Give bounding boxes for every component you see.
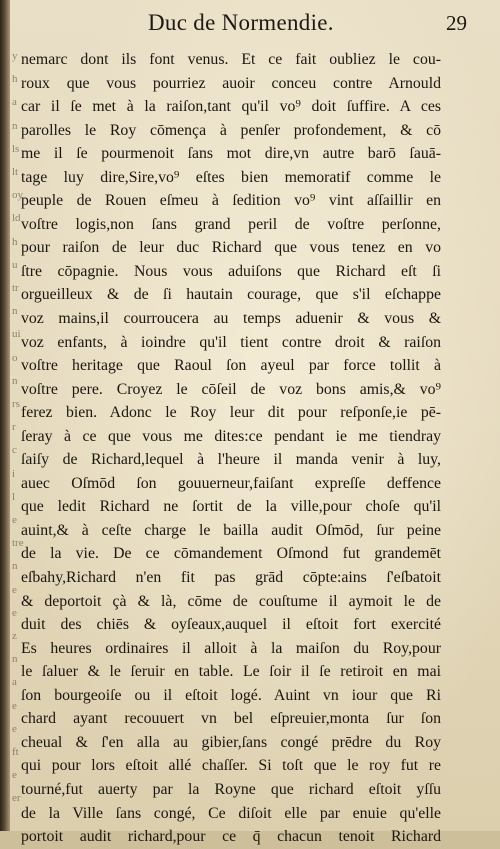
text-line: pour raiſon de leur duc Richard que vous tenez en vo: [21, 239, 441, 257]
text-line: orgueilleux & de ſi hautain courage, que s'il eſchappe: [21, 286, 441, 304]
margin-fragment: lt: [12, 166, 19, 178]
text-line: me il ſe pourmenoit ſans mot dire,vn autre barō ſauā-: [21, 145, 441, 163]
margin-fragment: e: [12, 769, 17, 782]
margin-fragment: e: [12, 606, 17, 619]
margin-fragment: l: [12, 490, 16, 503]
text-line: roux que vous pourriez auoir conceu contre Arnould: [21, 74, 441, 92]
text-line: duit des chiēs & oyſeaux,auquel il eſtoit fort exercité: [21, 616, 441, 634]
margin-fragment: r: [12, 421, 16, 434]
text-line: auint,& à ceſte charge le bailla audit Oſmōd, ſur peine: [21, 521, 441, 539]
text-line: car il ſe met à la raiſon,tant qu'il vo⁹ doit ſuffire. A ces: [21, 98, 441, 116]
text-line: portoit audit richard,pour ce q̄ chacun tenoit Richard: [21, 828, 441, 846]
margin-fragment: o: [12, 351, 18, 364]
margin-fragment: oy: [12, 189, 23, 202]
page-number: 29: [446, 11, 467, 35]
text-line: peuple de Rouen eſmeu à ſedition vo⁹ vint aſſaillir en: [21, 192, 441, 210]
text-line: le ſaluer & le ſeruir en table. Le ſoir il ſe retiroit en mai: [21, 663, 441, 681]
body-text: [21, 48, 441, 849]
text-line: auec Oſmōd ſon gouuerneur,faiſant expreſſe deffence: [21, 474, 441, 492]
running-head-title: Duc de Normendie.: [148, 10, 334, 35]
margin-fragment: er: [12, 792, 21, 805]
margin-fragment: n: [12, 653, 18, 666]
margin-fragment: tre: [12, 537, 24, 550]
text-line: ſeray à ce que vous me dites:ce pendant ie me tiendray: [21, 427, 441, 445]
text-line: & deportoit çà & là, cōme de couſtume il aymoit le de: [21, 592, 441, 610]
text-line: qui pour lors eſtoit allé chaſſer. Si toſt que le roy fut re: [21, 757, 441, 775]
margin-fragment: a: [12, 676, 17, 689]
text-line: voz mains,il courroucera au temps aduenir & vous &: [21, 310, 441, 328]
margin-fragment: n: [12, 305, 18, 318]
margin-fragment: n: [12, 119, 18, 132]
text-line: de la Ville ſans congé, Ce diſoit elle par enuie qu'elle: [21, 804, 441, 822]
text-line: voſtre logis,non ſans grand peril de voſtre perſonne,: [21, 215, 441, 233]
text-line: Es heures ordinaires il alloit à la maiſon du Roy,pour: [21, 639, 441, 657]
margin-fragment: n: [12, 374, 18, 387]
margin-fragment: ls: [12, 142, 20, 155]
margin-fragment: c: [12, 444, 17, 457]
margin-fragment: y: [12, 50, 18, 62]
margin-fragment: e: [12, 699, 17, 712]
running-head: [0, 10, 500, 40]
margin-fragment: z: [12, 630, 17, 642]
text-line: ferez bien. Adonc le Roy leur dit pour reſponſe,ie pē-: [21, 404, 441, 422]
text-line: ſon bourgeoiſe ou il eſtoit logé. Auint vn iour que Ri: [21, 686, 441, 704]
text-line: ſtre cōpagnie. Nous vous aduiſons que Richard eſt ſi: [21, 262, 441, 280]
margin-fragment: e: [12, 514, 17, 526]
margin-fragment: ft: [12, 746, 19, 758]
margin-fragment: h: [12, 235, 18, 248]
margin-fragment: rs: [12, 398, 20, 410]
margin-fragment: ld: [12, 212, 21, 225]
text-line: tage luy dire,Sire,vo⁹ eſtes bien memoratif comme le: [21, 168, 441, 186]
text-line: voſtre heritage que Raoul ſon ayeul par force tollit à: [21, 357, 441, 375]
margin-fragment: tr: [12, 282, 19, 294]
text-line: tourné,fut auerty par la Royne que richard eſtoit yſſu: [21, 780, 441, 798]
margin-fragment: ui: [12, 328, 21, 341]
margin-fragment: h: [12, 73, 18, 86]
margin-fragment: a: [12, 96, 17, 109]
margin-fragment: e: [12, 583, 17, 596]
text-line: de la vie. De ce cōmandement Oſmond fut grandemēt: [21, 545, 441, 563]
text-line: ſaiſy de Richard,lequel à l'heure il manda venir à luy,: [21, 451, 441, 469]
binding-gutter: [0, 0, 10, 831]
margin-fragment: u: [12, 258, 18, 271]
text-line: cheual & ſ'en alla au gibier,ſans congé prēdre du Roy: [21, 733, 441, 751]
margin-fragment: n: [12, 560, 18, 573]
text-line: voz enfants, à ioindre qu'il tient contre droit & raiſon: [21, 333, 441, 351]
text-line: parolles le Roy cōmença à penſer profondement, & cō: [21, 121, 441, 139]
margin-fragment: e: [12, 722, 17, 735]
text-line: nemarc dont ils font venus. Et ce fait oubliez le cou-: [21, 51, 441, 68]
text-line: chard ayant recouuert vn bel eſpreuier,monta ſur ſon: [21, 710, 441, 728]
text-line: voſtre pere. Croyez le cōſeil de voz bons amis,& vo⁹: [21, 380, 441, 398]
margin-fragment: i: [12, 467, 16, 480]
text-line: que ledit Richard ne ſortit de la ville,pour choſe qu'il: [21, 498, 441, 516]
text-line: eſbahy,Richard n'en fit pas grād cōpte:ains ſ'eſbatoit: [21, 569, 441, 587]
